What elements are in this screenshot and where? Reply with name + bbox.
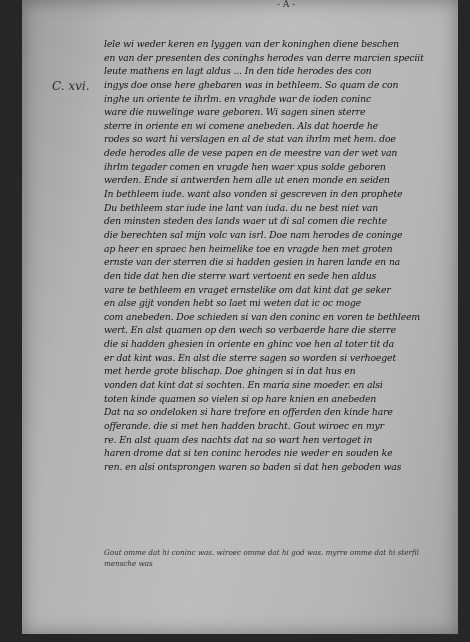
margin-note: C. xvi. — [52, 79, 90, 93]
folio-mark: - A - — [277, 0, 296, 10]
manuscript-line: ware die nuwelinge ware geboren. Wi sagen sinen sterre — [104, 107, 366, 119]
manuscript-line: en van der presenten des coninghs herodes van derre marcien speciit — [104, 52, 424, 64]
manuscript-line: offerande. die si met hen hadden bracht. Gout wiroec en myr — [104, 420, 384, 432]
manuscript-line: re. En alst quam des nachts dat na so wart hen vertoget in — [104, 434, 373, 446]
manuscript-line: ernste van der sterren die si hadden gesien in haren lande en na — [104, 257, 401, 269]
footer-note-line: mensche was — [104, 559, 153, 568]
manuscript-line: wert. En alst quamen op den wech so verbaerde hare die sterre — [104, 325, 396, 337]
manuscript-line: den tide dat hen die sterre wart vertoent en sede hen aldus — [104, 270, 377, 282]
manuscript-line: Du bethleem star iude ine lant van iuda. du ne best niet van — [104, 202, 379, 214]
manuscript-line: haren drome dat si ten coninc herodes nie weder en souden ke — [104, 448, 393, 460]
manuscript-line: en alse gijt vonden hebt so laet mi weten dat ic oc moge — [104, 298, 362, 310]
main-text-block — [104, 38, 452, 475]
manuscript-line: ihrlm tegader comen en vragde hen waer xpus solde geboren — [104, 161, 386, 173]
manuscript-line: In bethleem iude. want also vonden si gescreven in den prophete — [104, 189, 403, 201]
manuscript-line: er dat kint was. En alst die sterre sagen so worden si verhoeget — [104, 352, 396, 364]
manuscript-line: vonden dat kint dat si sochten. En maria sine moeder. en alsi — [104, 380, 383, 392]
footer-note-line: Gout omme dat hi coninc was. wiroec omme dat hi god was. myrre omme dat hi sterfli — [104, 548, 420, 557]
manuscript-line: werden. Ende si antwerden hem alle ut enen monde en seiden — [104, 175, 390, 187]
manuscript-line: toten kinde quamen so vielen si op hare knien en anebeden — [104, 393, 377, 405]
manuscript-line: Dat na so ondeloken si hare trefore en offerden den kinde hare — [104, 407, 393, 419]
manuscript-line: leute mathens en lagt aldus ... In den tide herodes des con — [104, 66, 372, 78]
manuscript-line: ingys doe onse here ghebaren was in bethleem. So quam de con — [104, 79, 399, 91]
manuscript-line: sterre in oriente en wi comene anebeden. Als dat hoerde he — [104, 120, 379, 132]
manuscript-line: com anebeden. Doe schieden si van den coninc en voren te bethleem — [104, 311, 421, 323]
manuscript-line: ap heer en spraec hen heimelike toe en vragde hen met groten — [104, 243, 393, 255]
manuscript-line: rodes so wart hi verslagen en al de stat van ihrlm met hem. doe — [104, 134, 396, 146]
manuscript-line: den minsten steden des lands waer ut di sal comen die rechte — [104, 216, 387, 228]
manuscript-line: lele wi weder keren en lyggen van der koninghen diene beschen — [104, 39, 399, 50]
manuscript-line: met herde grote blischap. Doe ghingen si in dat hus en — [104, 366, 356, 378]
manuscript-line: inghe un oriente te ihrlm. en vraghde war de ioden coninc — [104, 93, 371, 105]
manuscript-line: die si hadden ghesien in oriente en ghinc voe hen al toter tit da — [104, 339, 395, 351]
manuscript-line: ren. en alsi ontsprongen waren so baden si dat hen geboden was — [104, 461, 402, 473]
manuscript-line: vare te bethleem en vraget ernstelike om dat kint dat ge seker — [104, 284, 391, 296]
manuscript-line: dede herodes alle de vese papen en de meestre van der wet van — [104, 148, 398, 160]
footer-note-block — [104, 547, 452, 569]
manuscript-line: die berechten sal mijn volc van isrl. Doe nam herodes de coninge — [104, 229, 403, 241]
manuscript-page — [22, 0, 458, 634]
